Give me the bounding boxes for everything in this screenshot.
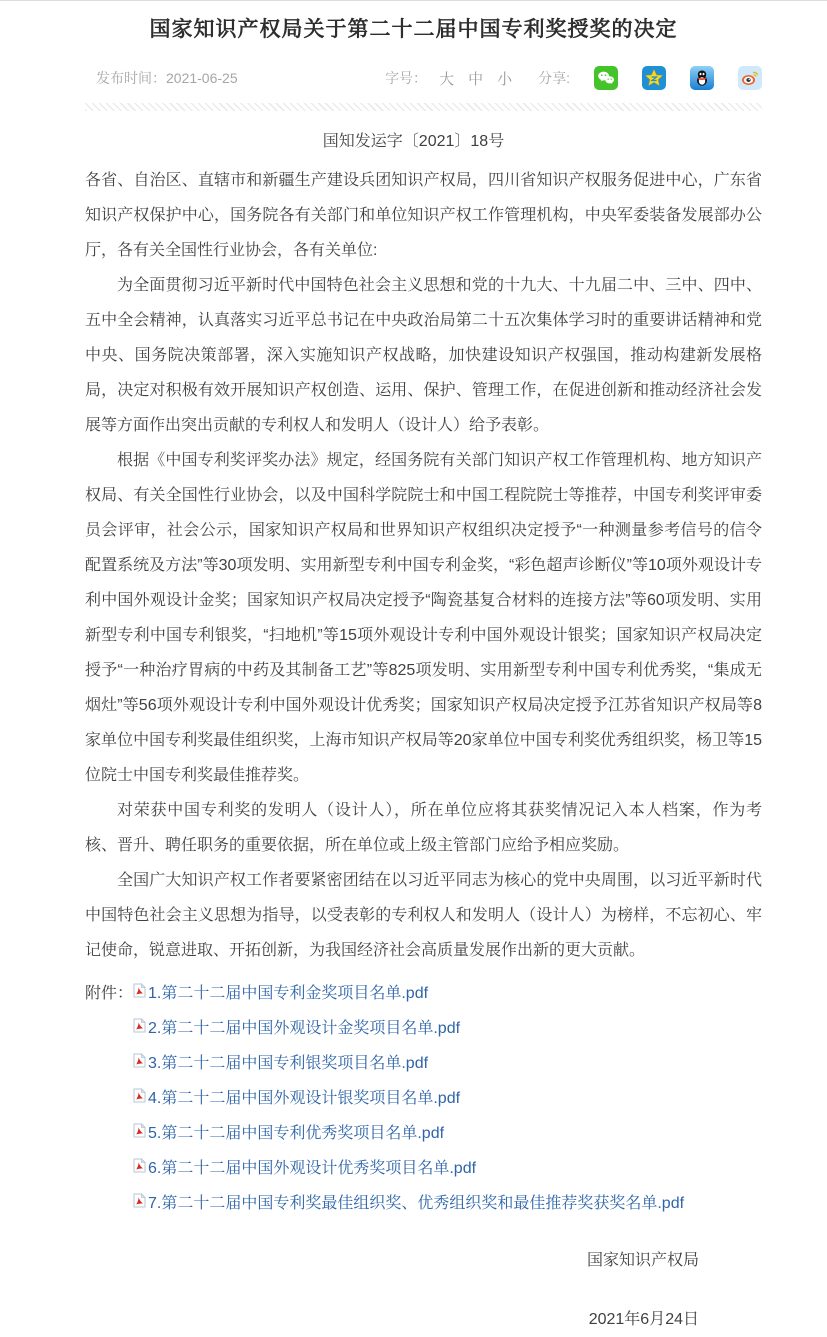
meta-bar xyxy=(85,65,762,91)
attachment-link[interactable]: 7.第二十二届中国专利奖最佳组织奖、优秀组织奖和最佳推荐奖获奖名单.pdf xyxy=(148,1195,685,1212)
attachment-row xyxy=(85,1046,762,1081)
attachment-row xyxy=(85,1081,762,1116)
attachment-link[interactable]: 5.第二十二届中国专利优秀奖项目名单.pdf xyxy=(148,1125,445,1142)
attachment-row xyxy=(85,976,762,1011)
document-body xyxy=(85,163,762,1337)
font-size-small-button[interactable]: 小 xyxy=(497,70,513,88)
attachment-list xyxy=(85,976,762,1221)
doc-number: 国知发运字〔2021〕18号 xyxy=(322,133,505,150)
attachment-link[interactable]: 4.第二十二届中国外观设计银奖项目名单.pdf xyxy=(148,1090,461,1107)
pdf-file-icon xyxy=(133,1151,146,1186)
signature-date: 2021年6月24日 xyxy=(588,1311,699,1328)
attachment-link[interactable]: 3.第二十二届中国专利银奖项目名单.pdf xyxy=(148,1055,429,1072)
signature-org: 国家知识产权局 xyxy=(586,1252,699,1269)
attachment-row xyxy=(85,1116,762,1151)
signature-block xyxy=(170,1243,699,1337)
hatched-divider xyxy=(85,103,762,111)
paragraph-1: 为全面贯彻习近平新时代中国特色社会主义思想和党的十九大、十九届二中、三中、四中、五中全会精神，认真落实习近平总书记在中央政治局第二十五次集体学习时的重要讲话精神和党中央、国务院决策部署，深入实施知识产权战略，加快建设知识产权强国，推动构建新发展格局，决定对积极有效开展知识产权创造、运用、保护、管理工作，在促进创新和推动经济社会发展等方面作出突出贡献的专利权人和发明人（设计人）给予表彰。 xyxy=(85,277,762,434)
publish-date: 发布时间：2021-06-25 xyxy=(96,70,238,86)
share-qq-icon[interactable] xyxy=(690,66,714,90)
attachment-link[interactable]: 1.第二十二届中国专利金奖项目名单.pdf xyxy=(148,985,429,1002)
pdf-file-icon xyxy=(133,1116,146,1151)
attachment-label: 附件： xyxy=(85,985,134,1002)
meta-right xyxy=(385,66,762,90)
page-title: 国家知识产权局关于第二十二届中国专利奖授奖的决定 xyxy=(149,18,678,41)
font-size-large-button[interactable]: 大 xyxy=(439,70,455,88)
pdf-file-icon xyxy=(133,1186,146,1221)
font-size-label: 字号： xyxy=(385,70,428,86)
font-size-medium-button[interactable]: 中 xyxy=(468,70,484,88)
paragraph-4: 全国广大知识产权工作者要紧密团结在以习近平同志为核心的党中央周围，以习近平新时代中国特色社会主义思想为指导，以受表彰的专利权人和发明人（设计人）为榜样，不忘初心、牢记使命，锐意进取、开拓创新，为我国经济社会高质量发展作出新的更大贡献。 xyxy=(85,872,762,959)
attachment-link[interactable]: 2.第二十二届中国外观设计金奖项目名单.pdf xyxy=(148,1020,461,1037)
share-wechat-icon[interactable] xyxy=(594,66,618,90)
pdf-file-icon xyxy=(133,1011,146,1046)
share-label: 分享: xyxy=(538,70,570,86)
paragraph-2: 根据《中国专利奖评奖办法》规定，经国务院有关部门知识产权工作管理机构、地方知识产权局、有关全国性行业协会，以及中国科学院院士和中国工程院院士等推荐，中国专利奖评审委员会评审，社会公示，国家知识产权局和世界知识产权组织决定授予“一种测量参考信号的信令配置系统及方法”等30项发明、实用新型专利中国专利金奖，“彩色超声诊断仪”等10项外观设计专利中国外观设计金奖；国家知识产权局决定授予“陶瓷基复合材料的连接方法”等60项发明、实用新型专利中国专利银奖，“扫地机”等15项外观设计专利中国外观设计银奖；国家知识产权局决定授予“一种治疗胃病的中药及其制备工艺”等825项发明、实用新型专利中国专利优秀奖，“集成无烟灶”等56项外观设计专利中国外观设计优秀奖；国家知识产权局决定授予江苏省知识产权局等8家单位中国专利奖最佳组织奖，上海市知识产权局等20家单位中国专利奖优秀组织奖，杨卫等15位院士中国专利奖最佳推荐奖。 xyxy=(85,452,762,784)
pdf-file-icon xyxy=(133,1046,146,1081)
share-qzone-icon[interactable] xyxy=(642,66,666,90)
attachment-link[interactable]: 6.第二十二届中国外观设计优秀奖项目名单.pdf xyxy=(148,1160,477,1177)
attachment-row xyxy=(85,1186,762,1221)
share-weibo-icon[interactable] xyxy=(738,66,762,90)
pdf-file-icon xyxy=(133,976,146,1011)
pdf-file-icon xyxy=(133,1081,146,1116)
attachment-row xyxy=(85,1151,762,1186)
paragraph-addressees: 各省、自治区、直辖市和新疆生产建设兵团知识产权局，四川省知识产权服务促进中心，广东省知识产权保护中心，国务院各有关部门和单位知识产权工作管理机构，中央军委装备发展部办公厅，各有关全国性行业协会，各有关单位: xyxy=(85,172,762,259)
paragraph-3: 对荣获中国专利奖的发明人（设计人），所在单位应将其获奖情况记入本人档案，作为考核、晋升、聘任职务的重要依据，所在单位或上级主管部门应给予相应奖励。 xyxy=(85,802,762,854)
attachment-row xyxy=(85,1011,762,1046)
